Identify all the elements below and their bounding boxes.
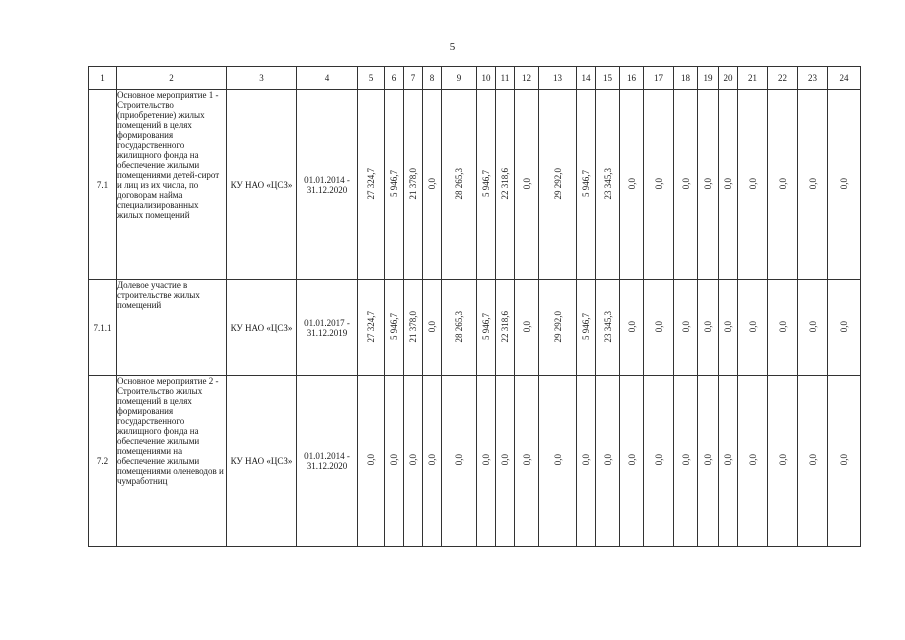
value-text: 27 324,7 <box>366 310 376 343</box>
row-number: 7.1.1 <box>89 280 117 376</box>
value-cell <box>496 280 515 376</box>
value-text: 0,0 <box>521 454 532 466</box>
value-text: 5 946,7 <box>481 170 491 197</box>
value-cell <box>768 90 798 280</box>
column-header: 1 <box>89 67 117 90</box>
column-header: 4 <box>297 67 358 90</box>
value-text: 0,0 <box>427 320 437 333</box>
value-cell <box>828 280 861 376</box>
value-cell <box>620 280 644 376</box>
value-text: 0,0 <box>481 454 491 466</box>
value-text: 0,0 <box>680 320 691 333</box>
executor: КУ НАО «ЦСЗ» <box>227 90 297 280</box>
value-text: 0,0 <box>747 454 758 466</box>
column-header: 6 <box>385 67 404 90</box>
header-row <box>89 67 861 90</box>
value-text: 0,0 <box>723 454 733 466</box>
value-cell <box>798 90 828 280</box>
column-header: 14 <box>577 67 596 90</box>
value-cell <box>738 280 768 376</box>
column-header: 13 <box>539 67 577 90</box>
value-cell <box>798 376 828 547</box>
column-header: 8 <box>423 67 442 90</box>
value-text: 0,0 <box>521 320 532 333</box>
value-cell <box>698 376 719 547</box>
column-header: 9 <box>442 67 477 90</box>
value-text: 0,0 <box>703 320 713 333</box>
value-text: 0,0 <box>389 454 399 466</box>
value-cell <box>698 280 719 376</box>
value-text: 28 265,3 <box>454 167 464 200</box>
value-text: 22 318,6 <box>500 167 510 200</box>
value-text: 5 946,7 <box>389 313 399 340</box>
value-text: 5 946,7 <box>389 170 399 197</box>
value-text: 0,0 <box>427 454 437 466</box>
value-text: 0,0 <box>552 454 563 466</box>
value-text: 0,0 <box>777 454 788 466</box>
value-cell <box>798 280 828 376</box>
value-cell <box>477 280 496 376</box>
value-cell <box>423 280 442 376</box>
column-header: 21 <box>738 67 768 90</box>
value-text: 0,0 <box>653 177 664 190</box>
value-cell <box>515 376 539 547</box>
value-cell <box>674 280 698 376</box>
column-header: 18 <box>674 67 698 90</box>
measure-name: Основное мероприятие 1 - Строительство (приобретение) жилых помещений в целях формирования государственного жилищного фонда на обеспечение жилыми помещениями детей-сирот и лиц из их числа, по договорам найма специализированных жилых помещений <box>117 90 227 280</box>
value-text: 0,0 <box>703 177 713 190</box>
value-text: 0,0 <box>427 177 437 190</box>
value-cell <box>768 376 798 547</box>
value-text: 0,0 <box>626 454 637 466</box>
value-cell <box>644 280 674 376</box>
row-number: 7.1 <box>89 90 117 280</box>
value-text: 0,0 <box>807 320 818 333</box>
measure-name: Основное мероприятие 2 - Строительство жилых помещений в целях формирования государственного жилищного фонда на обеспечение жилыми помещениями на обеспечение жилыми помещениями оленеводов и чумработниц <box>117 376 227 547</box>
value-text: 0,0 <box>723 177 733 190</box>
value-cell <box>423 376 442 547</box>
value-cell <box>719 376 738 547</box>
value-text: 0,0 <box>626 320 637 333</box>
value-cell <box>477 376 496 547</box>
value-cell <box>515 280 539 376</box>
value-text: 0,0 <box>581 454 591 466</box>
value-cell <box>768 280 798 376</box>
value-cell <box>477 90 496 280</box>
row-number: 7.2 <box>89 376 117 547</box>
table-row <box>89 376 861 547</box>
value-cell <box>596 90 620 280</box>
value-text: 5 946,7 <box>581 313 591 340</box>
value-text: 0,0 <box>680 454 691 466</box>
column-header: 2 <box>117 67 227 90</box>
program-table <box>88 66 861 547</box>
column-header: 17 <box>644 67 674 90</box>
value-text: 0,0 <box>839 454 849 466</box>
table-row <box>89 90 861 280</box>
column-header: 22 <box>768 67 798 90</box>
column-header: 15 <box>596 67 620 90</box>
table-row <box>89 280 861 376</box>
value-cell <box>738 376 768 547</box>
value-text: 0,0 <box>521 177 532 190</box>
value-text: 0,0 <box>653 454 664 466</box>
value-text: 29 292,0 <box>552 310 563 343</box>
value-cell <box>644 90 674 280</box>
value-text: 23 345,3 <box>602 167 613 200</box>
value-cell <box>539 280 577 376</box>
column-header: 3 <box>227 67 297 90</box>
value-text: 0,0 <box>626 177 637 190</box>
value-cell <box>698 90 719 280</box>
value-cell <box>674 90 698 280</box>
column-header: 23 <box>798 67 828 90</box>
value-cell <box>496 90 515 280</box>
value-cell <box>358 376 385 547</box>
value-text: 22 318,6 <box>500 310 510 343</box>
value-text: 0,0 <box>747 177 758 190</box>
value-cell <box>442 376 477 547</box>
value-cell <box>828 90 861 280</box>
value-text: 5 946,7 <box>581 170 591 197</box>
value-cell <box>596 376 620 547</box>
column-header: 5 <box>358 67 385 90</box>
value-cell <box>539 376 577 547</box>
value-text: 0,0 <box>807 454 818 466</box>
value-cell <box>577 90 596 280</box>
value-cell <box>358 280 385 376</box>
value-cell <box>442 90 477 280</box>
column-header: 24 <box>828 67 861 90</box>
value-text: 21 378,0 <box>408 310 418 343</box>
value-text: 0,0 <box>408 454 418 466</box>
value-text: 0,0 <box>839 320 849 333</box>
value-cell <box>674 376 698 547</box>
value-cell <box>442 280 477 376</box>
value-text: 0,0 <box>602 454 613 466</box>
value-text: 27 324,7 <box>366 167 376 200</box>
value-cell <box>385 376 404 547</box>
value-cell <box>423 90 442 280</box>
value-cell <box>719 90 738 280</box>
value-cell <box>385 280 404 376</box>
value-text: 28 265,3 <box>454 310 464 343</box>
value-cell <box>596 280 620 376</box>
value-cell <box>515 90 539 280</box>
value-text: 21 378,0 <box>408 167 418 200</box>
value-cell <box>620 376 644 547</box>
period: 01.01.2017 - 31.12.2019 <box>297 280 358 376</box>
column-header: 16 <box>620 67 644 90</box>
value-text: 23 345,3 <box>602 310 613 343</box>
column-header: 11 <box>496 67 515 90</box>
value-cell <box>828 376 861 547</box>
column-header: 10 <box>477 67 496 90</box>
value-cell <box>496 376 515 547</box>
value-cell <box>358 90 385 280</box>
column-header: 12 <box>515 67 539 90</box>
value-cell <box>719 280 738 376</box>
value-cell <box>577 376 596 547</box>
value-text: 5 946,7 <box>481 313 491 340</box>
value-text: 0,0 <box>747 320 758 333</box>
value-cell <box>385 90 404 280</box>
value-text: 0,0 <box>723 320 733 333</box>
measure-name: Долевое участие в строительстве жилых помещений <box>117 280 227 376</box>
executor: КУ НАО «ЦСЗ» <box>227 376 297 547</box>
value-cell <box>738 90 768 280</box>
value-text: 0,0 <box>839 177 849 190</box>
page-number: 5 <box>449 41 456 53</box>
value-cell <box>404 280 423 376</box>
value-text: 0,0 <box>777 320 788 333</box>
value-text: 0,0 <box>703 454 713 466</box>
value-cell <box>404 376 423 547</box>
value-text: 0,0 <box>777 177 788 190</box>
value-text: 0,0 <box>500 454 510 466</box>
period: 01.01.2014 - 31.12.2020 <box>297 90 358 280</box>
column-header: 20 <box>719 67 738 90</box>
column-header: 19 <box>698 67 719 90</box>
value-text: 0,0 <box>366 454 376 466</box>
value-cell <box>404 90 423 280</box>
column-header: 7 <box>404 67 423 90</box>
value-cell <box>644 376 674 547</box>
value-text: 0,0 <box>807 177 818 190</box>
period: 01.01.2014 - 31.12.2020 <box>297 376 358 547</box>
value-text: 0,0 <box>454 454 464 466</box>
value-cell <box>620 90 644 280</box>
value-text: 0,0 <box>680 177 691 190</box>
value-text: 29 292,0 <box>552 167 563 200</box>
executor: КУ НАО «ЦСЗ» <box>227 280 297 376</box>
value-cell <box>539 90 577 280</box>
value-cell <box>577 280 596 376</box>
value-text: 0,0 <box>653 320 664 333</box>
